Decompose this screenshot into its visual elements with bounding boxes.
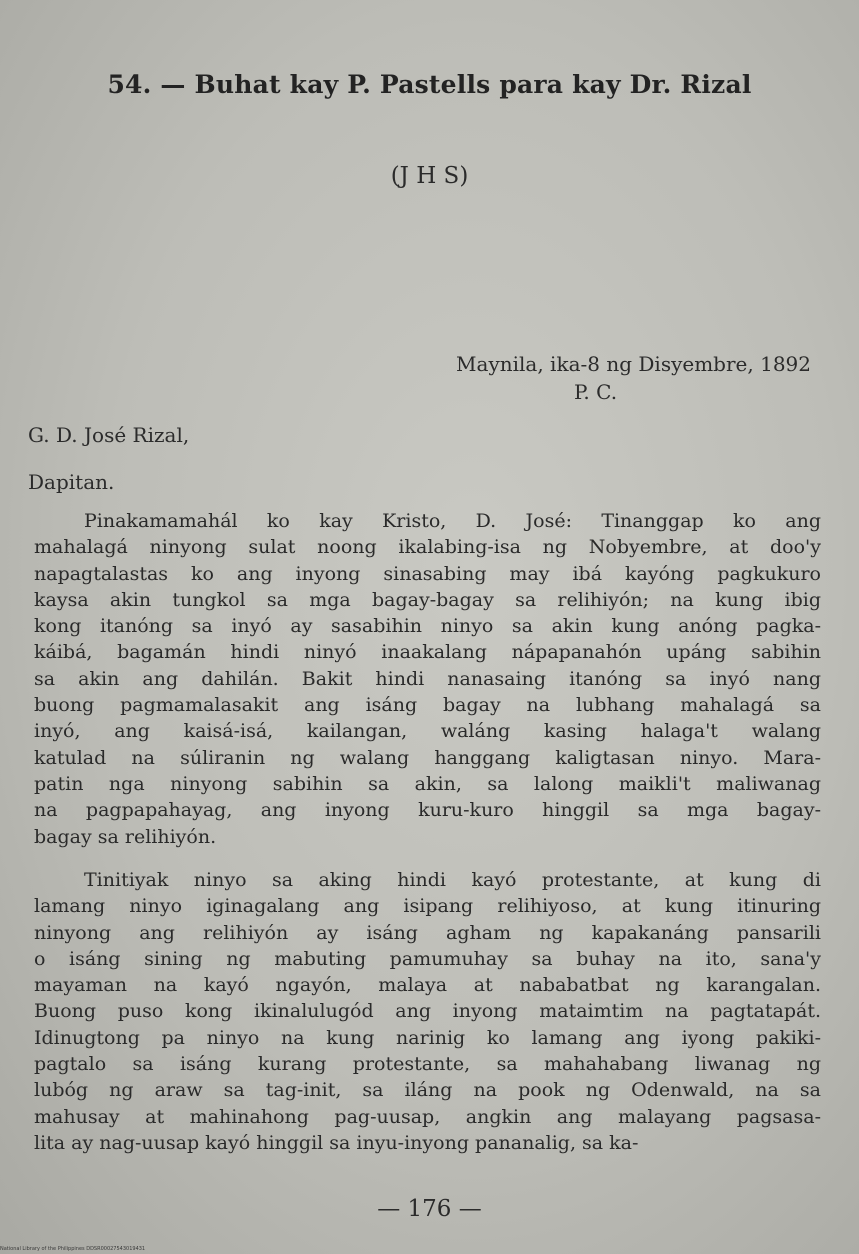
text-line: napagtalastas ko ang inyong sinasabing may ibá kayóng pagkukuro (34, 562, 821, 585)
text-line: inyó, ang kaisá-isá, kailangan, waláng kasing halaga't walang (34, 720, 821, 743)
text-line: bagay sa relihiyón. (34, 825, 217, 848)
addressee-location: Dapitan. (28, 470, 115, 494)
text-line: buong pagmamalasakit ang isáng bagay na lubhang mahalagá sa (34, 694, 821, 717)
text-line: mahalagá ninyong sulat noong ikalabing-isa ng Nobyembre, at doo'y (34, 536, 821, 559)
text-line: sa akin ang dahilán. Bakit hindi nanasaing itanóng sa inyó nang (34, 667, 821, 690)
text-line: mahusay at mahinahong pag-uusap, angkin ang malayang pagsasa- (34, 1105, 821, 1128)
text-line: kaysa akin tungkol sa mga bagay-bagay sa relihiyón; na kung ibig (34, 588, 821, 611)
page-number: — 176 — (377, 1196, 482, 1222)
text-line: pagtalo sa isáng kurang protestante, sa mahahabang liwanag ng (34, 1053, 821, 1076)
dateline-initials: P. C. (574, 380, 618, 404)
text-line: kong itanóng sa inyó ay sasabihin ninyo sa akin kung anóng pagka- (34, 615, 821, 638)
dateline: Maynila, ika-8 ng Disyembre, 1892 (456, 352, 811, 376)
text-line: patin nga ninyong sabihin sa akin, sa lalong maikli't maliwanag (34, 772, 821, 795)
text-line: Buong puso kong ikinalulugód ang inyong mataimtim na pagtatapát. (34, 1000, 821, 1023)
addressee: G. D. José Rizal, (28, 423, 190, 447)
text-line: lamang ninyo iginagalang ang isipang relihiyoso, at kung itinuring (34, 895, 821, 918)
text-line: na pagpapahayag, ang inyong kuru-kuro hinggil sa mga bagay- (34, 799, 821, 822)
letter-subheading: (J H S) (390, 163, 469, 189)
text-line: Pinakamamahál ko kay Kristo, D. José: Tinanggap ko ang (84, 510, 821, 532)
paragraph-2 (34, 867, 821, 1156)
text-line: káibá, bagamán hindi ninyó inaakalang nápapanahón upáng sabihin (34, 641, 821, 664)
letter-heading: 54. — Buhat kay P. Pastells para kay Dr. Rizal (107, 70, 752, 99)
paragraph-1 (34, 508, 821, 850)
text-line: Idinugtong pa ninyo na kung narinig ko lamang ang iyong pakiki- (34, 1026, 821, 1049)
archive-footer: National Library of the Philippines DDSR00027543019431 (0, 1246, 146, 1252)
text-line: Tinitiyak ninyo sa aking hindi kayó protestante, at kung di (84, 869, 821, 891)
text-line: lubóg ng araw sa tag-init, sa iláng na pook ng Odenwald, na sa (34, 1079, 821, 1102)
text-line: katulad na súliranin ng walang hanggang kaligtasan ninyo. Mara- (34, 746, 821, 769)
text-line: lita ay nag-uusap kayó hinggil sa inyu-inyong pananalig, sa ka- (34, 1131, 639, 1154)
text-line: o isáng sining ng mabuting pamumuhay sa buhay na ito, sana'y (34, 947, 821, 970)
text-line: mayaman na kayó ngayón, malaya at nababatbat ng karangalan. (34, 974, 821, 997)
text-line: ninyong ang relihiyón ay isáng agham ng kapakanáng pansarili (34, 921, 821, 944)
